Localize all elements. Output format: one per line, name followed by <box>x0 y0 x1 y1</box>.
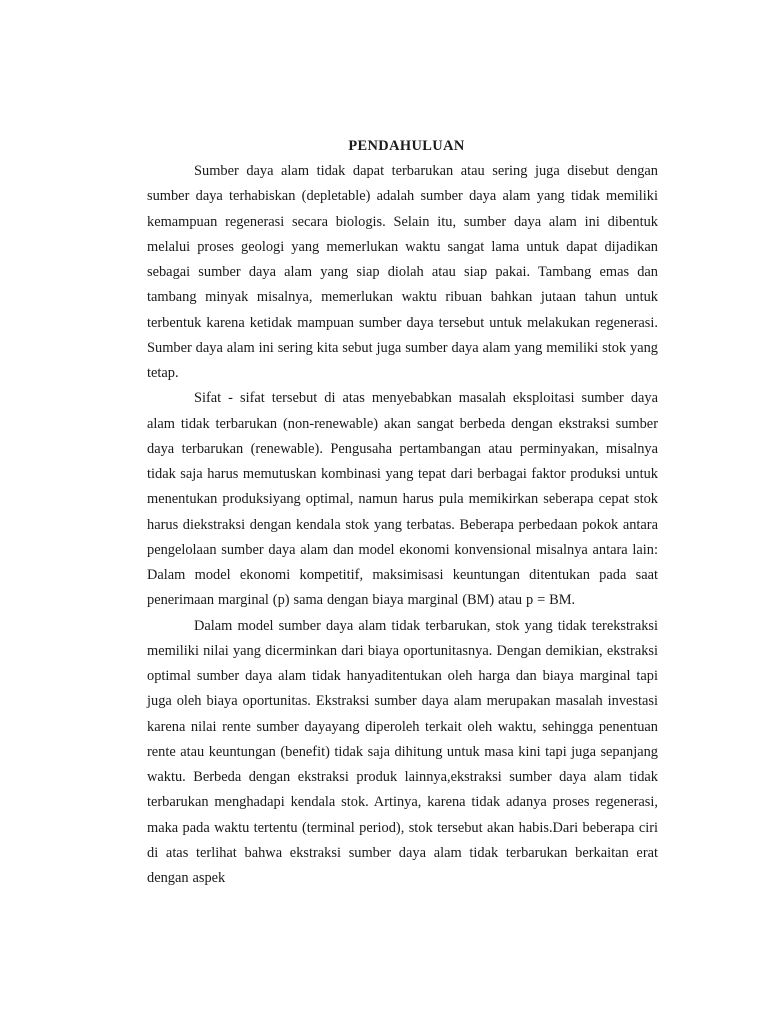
paragraph-2: Sifat - sifat tersebut di atas menyebabkan masalah eksploitasi sumber daya alam tidak terbarukan (non-renewable) akan sangat berbeda dengan ekstraksi sumber daya terbarukan (renewable). Pengusaha pertambangan atau perminyakan, misalnya tidak saja harus memutuskan kombinasi yang tepat dari berbagai faktor produksi untuk menentukan produksiyang optimal, namun harus pula memikirkan seberapa cepat stok harus diekstraksi dengan kendala stok yang terbatas. Beberapa perbedaan pokok antara pengelolaan sumber daya alam dan model ekonomi konvensional misalnya antara lain: Dalam model ekonomi kompetitif, maksimisasi keuntungan ditentukan pada saat penerimaan marginal (p) sama dengan biaya marginal (BM) atau p = BM. <box>147 390 658 609</box>
page-title: PENDAHULUAN <box>348 138 465 154</box>
document-body <box>147 134 658 891</box>
paragraph-3: Dalam model sumber daya alam tidak terbarukan, stok yang tidak terekstraksi memiliki nilai yang dicerminkan dari biaya oportunitasnya. Dengan demikian, ekstraksi optimal sumber daya alam tidak hanyaditentukan oleh harga dan biaya marginal tapi juga oleh biaya oportunitas. Ekstraksi sumber daya alam merupakan masalah investasi karena nilai rente sumber dayayang diperoleh terkait oleh waktu, sehingga penentuan rente atau keuntungan (benefit) tidak saja dihitung untuk masa kini tapi juga sepanjang waktu. Berbeda dengan ekstraksi produk lainnya,ekstraksi sumber daya alam tidak terbarukan menghadapi kendala stok. Artinya, karena tidak adanya proses regenerasi, maka pada waktu tertentu (terminal period), stok tersebut akan habis.Dari beberapa ciri di atas terlihat bahwa ekstraksi sumber daya alam tidak terbarukan berkaitan erat dengan aspek <box>147 617 658 886</box>
paragraph-1: Sumber daya alam tidak dapat terbarukan atau sering juga disebut dengan sumber daya terhabiskan (depletable) adalah sumber daya alam yang tidak memiliki kemampuan regenerasi secara biologis. Selain itu, sumber daya alam ini dibentuk melalui proses geologi yang memerlukan waktu sangat lama untuk dapat dijadikan sebagai sumber daya alam yang siap diolah atau siap pakai. Tambang emas dan tambang minyak misalnya, memerlukan waktu ribuan bahkan jutaan tahun untuk terbentuk karena ketidak mampuan sumber daya tersebut untuk melakukan regenerasi. Sumber daya alam ini sering kita sebut juga sumber daya alam yang memiliki stok yang tetap. <box>147 163 658 381</box>
